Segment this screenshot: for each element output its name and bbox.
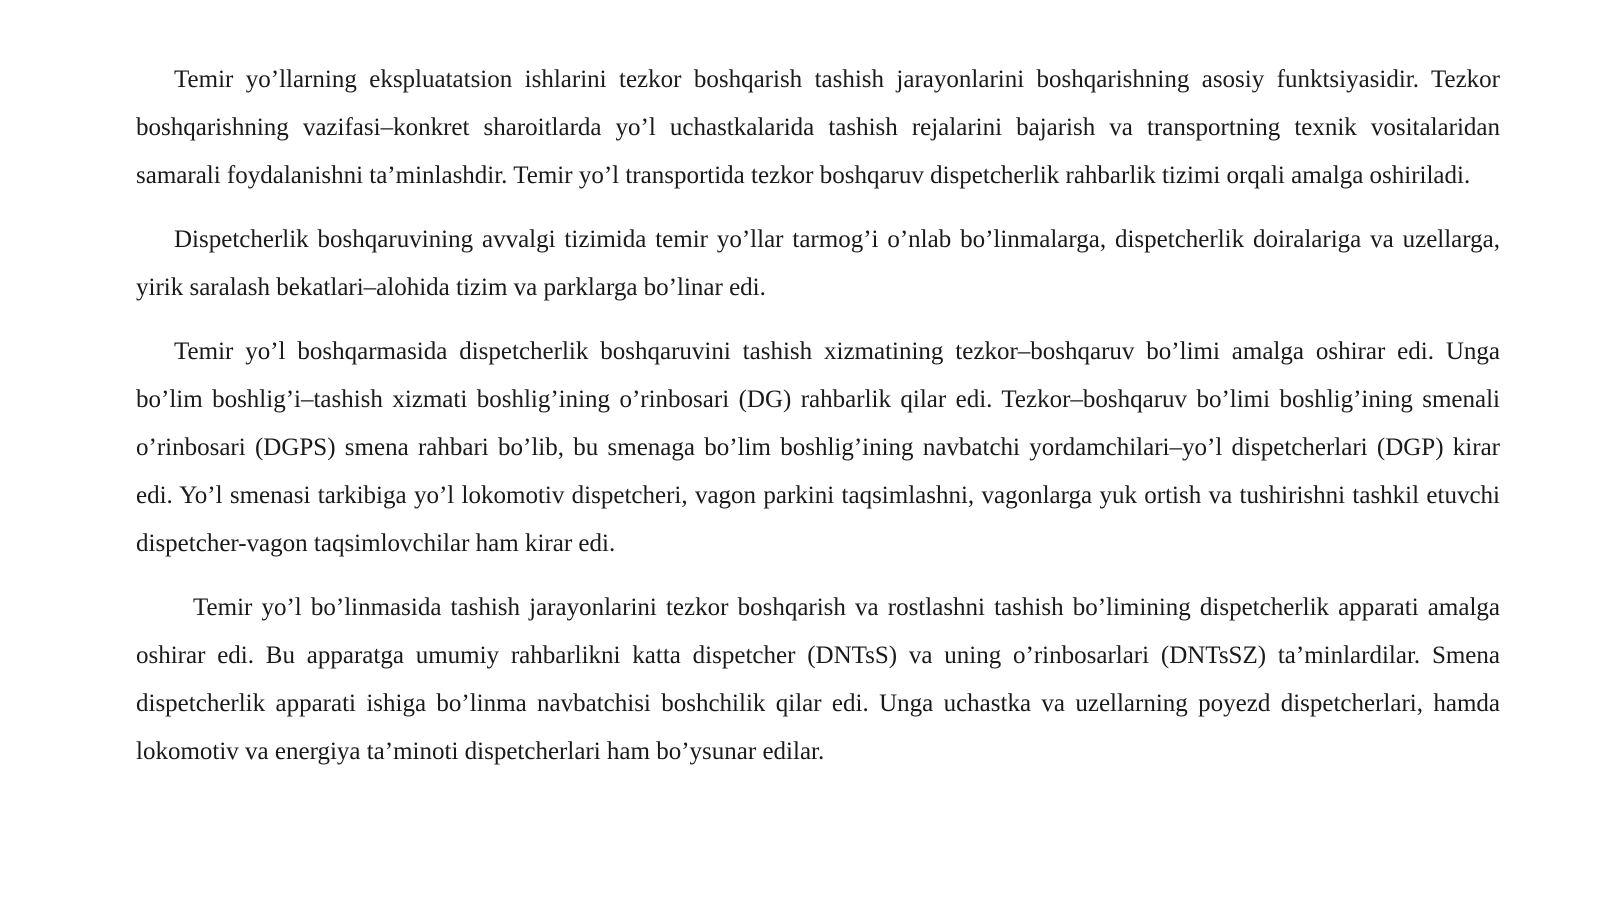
paragraph-railway-administration: Temir yo’l boshqarmasida dispetcherlik boshqaruvini tashish xizmatining tezkor–boshqaruv bo’limi amalga oshirar edi. Unga bo’lim boshlig’i–tashish xizmati boshlig’ining o’rinbosari (DG) rahbarlik qilar edi. Tezkor–boshqaruv bo’limi boshlig’ining smenali o’rinbosari (DGPS) smena rahbari bo’lib, bu smenaga bo’lim boshlig’ining navbatchi yordamchilari–yo’l dispetcherlari (DGP) kirar edi. Yo’l smenasi tarkibiga yo’l lokomotiv dispetcheri, vagon parkini taqsimlashni, vagonlarga yuk ortish va tushirishni tashkil etuvchi dispetcher-vagon taqsimlovchilar ham kirar edi.: [136, 338, 1500, 557]
paragraph-previous-system: Dispetcherlik boshqaruvining avvalgi tizimida temir yo’llar tarmog’i o’nlab bo’linmalarga, dispetcherlik doiralariga va uzellarga, yirik saralash bekatlari–alohida tizim va parklarga bo’linar edi.: [136, 226, 1500, 301]
document-page: [136, 56, 1500, 792]
paragraph-railway-division: Temir yo’l bo’linmasida tashish jarayonlarini tezkor boshqarish va rostlashni tashish bo’limining dispetcherlik apparati amalga oshirar edi. Bu apparatga umumiy rahbarlikni katta dispetcher (DNTsS) va uning o’rinbosarlari (DNTsSZ) ta’minlardilar. Smena dispetcherlik apparati ishiga bo’linma navbatchisi boshchilik qilar edi. Unga uchastka va uzellarning poyezd dispetcherlari, hamda lokomotiv va energiya ta’minoti dispetcherlari ham bo’ysunar edilar.: [136, 594, 1500, 765]
paragraph-operational-management: Temir yo’llarning ekspluatatsion ishlarini tezkor boshqarish tashish jarayonlarini boshqarishning asosiy funktsiyasidir. Tezkor boshqarishning vazifasi–konkret sharoitlarda yo’l uchastkalarida tashish rejalarini bajarish va transportning texnik vositalaridan samarali foydalanishni ta’minlashdir. Temir yo’l transportida tezkor boshqaruv dispetcherlik rahbarlik tizimi orqali amalga oshiriladi.: [136, 66, 1500, 189]
